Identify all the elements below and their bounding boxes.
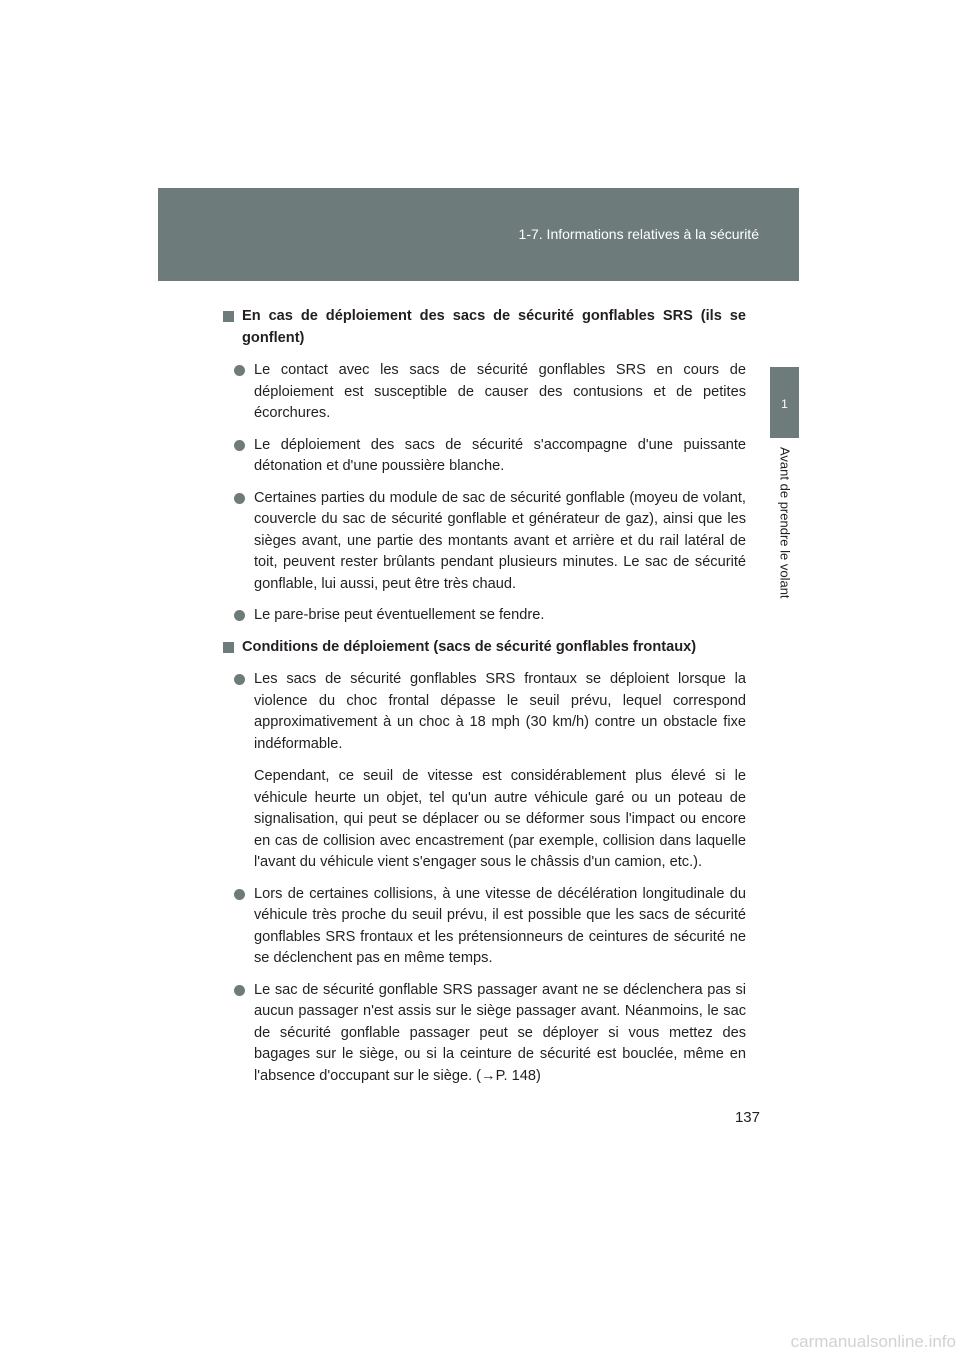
round-bullet-icon <box>234 493 245 504</box>
list-item-text: Le contact avec les sacs de sécurité gonflables SRS en cours de déploiement est susceptible de causer des contusions et de petites écorchures. <box>254 362 746 421</box>
section-title: 1-7. Informations relatives à la sécurité <box>518 226 759 242</box>
list-item-text: Les sacs de sécurité gonflables SRS frontaux se déploient lorsque la violence du choc frontal dépasse le seuil prévu, lequel correspond approximativement à un choc à 18 mph (30 km/h) contre un obstacle fixe indéformable. <box>254 671 746 752</box>
chapter-number: 1 <box>781 397 788 411</box>
header-bar <box>158 188 799 281</box>
list-item <box>254 884 746 970</box>
square-bullet-icon <box>223 311 234 322</box>
chapter-caption: Avant de prendre le volant <box>777 447 793 599</box>
watermark: carmanualsonline.info <box>790 1332 956 1351</box>
chapter-tab <box>770 367 799 438</box>
round-bullet-icon <box>234 889 245 900</box>
list-item-text: Le sac de sécurité gonflable SRS passager avant ne se déclenchera pas si aucun passager n'est assis sur le siège passager avant. Néanmoins, le sac de sécurité gonflable passager peut se déployer si vous mettez des bagages sur le siège, ou si la ceinture de sécurité est bouclée, même en l'absence d'occupant sur le siège. (→P. 148) <box>254 981 746 1084</box>
list-item-text: Lors de certaines collisions, à une vitesse de décélération longitudinale du véhicule très proche du seuil prévu, il est possible que les sacs de sécurité gonflables SRS frontaux et les prétensionneurs de ceintures de sécurité ne se déclenchent pas en même temps. <box>254 885 746 966</box>
list-item <box>254 360 746 425</box>
list-item-continuation: Cependant, ce seuil de vitesse est considérablement plus élevé si le véhicule heurte un objet, tel qu'un autre véhicule garé ou un poteau de signalisation, qui peut se déplacer ou se déformer sous l'impact ou encore en cas de collision avec encastrement (par exemple, collision dans laquelle l'avant du véhicule vient s'engager sous le châssis d'un camion, etc.). <box>254 768 746 870</box>
section-heading-text: En cas de déploiement des sacs de sécurité gonflables SRS (ils se gonflent) <box>242 308 746 346</box>
list-item-text: Le déploiement des sacs de sécurité s'accompagne d'une puissante détonation et d'une poussière blanche. <box>254 436 746 474</box>
list-item <box>254 435 746 478</box>
section-heading <box>222 637 746 659</box>
list-item <box>254 488 746 596</box>
list-item-text: Certaines parties du module de sac de sécurité gonflable (moyeu de volant, couvercle du sac de sécurité gonflable et générateur de gaz), ainsi que les sièges avant, une partie des montants avant et arrière et du rail latéral de toit, peuvent rester brûlants pendant plusieurs minutes. Le sac de sécurité gonflable, lui aussi, peut être très chaud. <box>254 489 746 592</box>
list-item-text: Le pare-brise peut éventuellement se fendre. <box>254 607 545 623</box>
list-item <box>254 605 746 627</box>
round-bullet-icon <box>234 365 245 376</box>
page-number: 137 <box>734 1109 760 1126</box>
round-bullet-icon <box>234 674 245 685</box>
round-bullet-icon <box>234 610 245 621</box>
square-bullet-icon <box>223 642 234 653</box>
round-bullet-icon <box>234 985 245 996</box>
list-item <box>254 669 746 874</box>
page-content <box>222 306 746 1097</box>
round-bullet-icon <box>234 440 245 451</box>
list-item <box>254 980 746 1088</box>
section-heading <box>222 306 746 349</box>
section-heading-text: Conditions de déploiement (sacs de sécurité gonflables frontaux) <box>242 638 697 655</box>
